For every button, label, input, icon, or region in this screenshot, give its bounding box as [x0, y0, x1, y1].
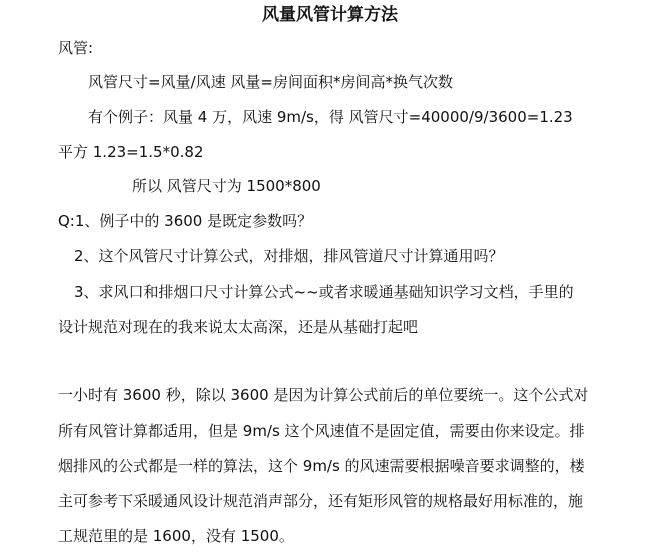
answer-line-1: 一小时有 3600 秒，除以 3600 是因为计算公式前后的单位要统一。这个公式对: [58, 386, 589, 404]
question-1: Q:1、例子中的 3600 是既定参数吗？: [58, 212, 313, 230]
result-line: 所以 风管尺寸为 1500*800: [132, 177, 321, 195]
section-label: 风管:: [58, 39, 94, 57]
answer-line-2: 所有风管计算都适用，但是 9m/s 这个风速值不是固定值，需要由你来设定。排: [58, 422, 585, 440]
document-title: 风量风管计算方法: [262, 5, 398, 25]
question-2: 2、这个风管尺寸计算公式，对排烟，排风管道尺寸计算通用吗？: [74, 247, 504, 265]
question-3: 3、求风口和排烟口尺寸计算公式~~或者求暖通基础知识学习文档，手里的: [74, 283, 574, 301]
answer-line-5: 工规范里的是 1600，没有 1500。: [58, 527, 294, 545]
question-3-continued: 设计规范对现在的我来说太太高深，还是从基础打起吧: [58, 318, 419, 336]
example-line: 有个例子：风量 4 万，风速 9m/s，得 风管尺寸=40000/9/3600=1.23: [88, 108, 573, 126]
answer-line-3: 烟排风的公式都是一样的算法，这个 9m/s 的风速需要根据噪音要求调整的，楼: [58, 457, 585, 475]
formula-line: 风管尺寸=风量/风速 风量=房间面积*房间高*换气次数: [88, 73, 453, 91]
example-line-continued: 平方 1.23=1.5*0.82: [58, 143, 204, 161]
answer-line-4: 主可参考下采暖通风设计规范消声部分，还有矩形风管的规格最好用标准的，施: [58, 492, 584, 510]
